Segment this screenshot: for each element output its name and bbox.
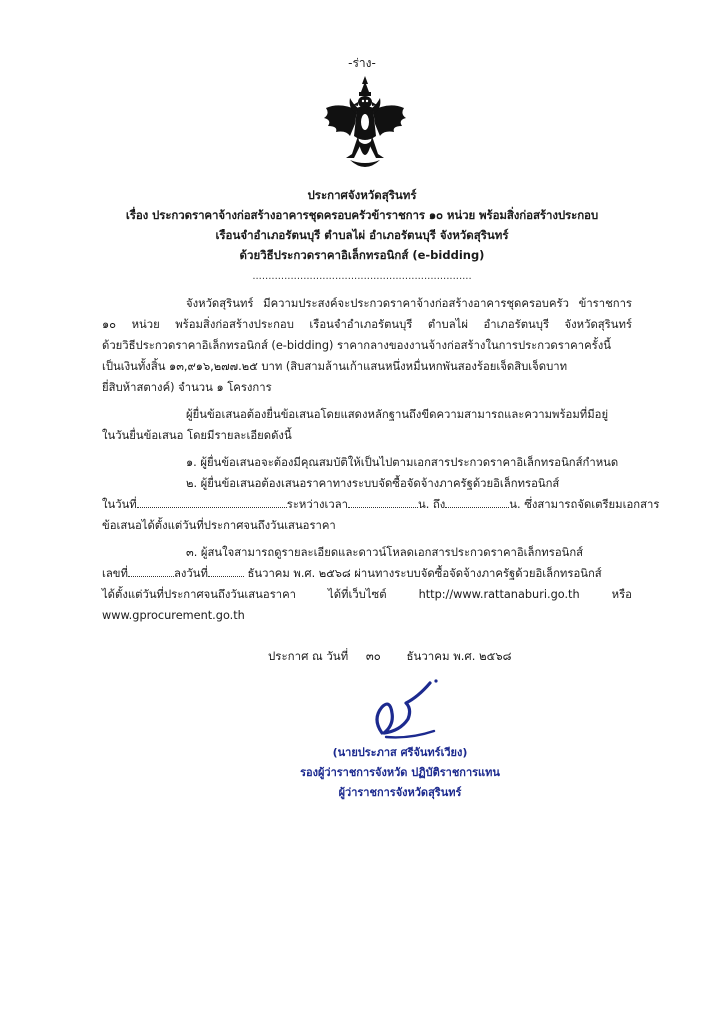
blank-time-end-field bbox=[445, 495, 509, 508]
text-segment: อำเภอรัตนบุรี bbox=[483, 318, 550, 331]
text-segment: เรือนจำอำเภอรัตนบุรี bbox=[309, 318, 413, 331]
garuda-emblem-icon bbox=[320, 74, 410, 174]
text-segment: ระหว่างเวลา bbox=[286, 498, 349, 511]
paragraph-1 bbox=[102, 293, 632, 398]
text-segment: ตำบลไผ่ bbox=[427, 318, 468, 331]
text-segment: ธันวาคม พ.ศ. ๒๕๖๘ ผ่านทางระบบจัดซื้อจัดจ้างภาครัฐด้วยอิเล็กทรอนิกส์ bbox=[247, 567, 602, 580]
blank-time-start-field bbox=[348, 495, 418, 508]
item3-line-2 bbox=[102, 563, 632, 584]
text-segment: ในวันที่ bbox=[102, 498, 137, 511]
text-segment: น. ถึง bbox=[418, 498, 446, 511]
text-segment: หน่วย bbox=[131, 318, 160, 331]
blank-number-field bbox=[128, 564, 174, 577]
heading-separator: ..................................................................... bbox=[252, 271, 472, 282]
text-segment: ได้ที่เว็บไซต์ bbox=[328, 588, 387, 601]
item-1: ๑. ผู้ยื่นข้อเสนอจะต้องมีคุณสมบัติให้เป็นไปตามเอกสารประกวดราคาอิเล็กทรอนิกส์กำหนด bbox=[186, 456, 619, 469]
website-link-gprocurement[interactable]: www.gprocurement.go.th bbox=[102, 609, 245, 622]
handwritten-signature bbox=[360, 673, 450, 743]
item2-line-1: ๒. ผู้ยื่นข้อเสนอต้องเสนอราคาทางระบบจัดซื้อจัดจ้างภาครัฐด้วยอิเล็กทรอนิกส์ bbox=[186, 477, 560, 490]
signatory-position-1: รองผู้ว่าราชการจังหวัด ปฏิบัติราชการแทน bbox=[300, 766, 500, 779]
text-segment: จังหวัดสุรินทร์ bbox=[186, 297, 254, 310]
para1-line-1 bbox=[102, 293, 632, 314]
heading-subject-line-1: เรื่อง ประกวดราคาจ้างก่อสร้างอาคารชุดครอบครัวข้าราชการ ๑๐ หน่วย พร้อมสิ่งก่อสร้างประกอบ bbox=[125, 208, 599, 222]
paragraph-2 bbox=[102, 404, 632, 446]
signatory-block bbox=[300, 743, 500, 803]
text-segment: น. ซึ่งสามารถจัดเตรียมเอกสาร bbox=[509, 498, 660, 511]
item2-line-3: ข้อเสนอได้ตั้งแต่วันที่ประกาศจนถึงวันเสนอราคา bbox=[102, 519, 336, 532]
para2-line-1: ผู้ยื่นข้อเสนอต้องยื่นข้อเสนอโดยแสดงหลักฐานถึงขีดความสามารถและความพร้อมที่มีอยู่ bbox=[186, 408, 609, 421]
para1-line-5: ยี่สิบห้าสตางค์) จำนวน ๑ โครงการ bbox=[102, 381, 272, 394]
item-2 bbox=[102, 473, 660, 536]
item2-line-2 bbox=[102, 494, 660, 515]
para1-line-4: เป็นเงินทั้งสิ้น ๑๓,๙๑๖,๒๗๗.๒๕ บาท (สิบสามล้านเก้าแสนหนึ่งหมื่นหกพันสองร้อยเจ็ดสิบเจ็ดบาท bbox=[102, 360, 568, 373]
signatory-position-2: ผู้ว่าราชการจังหวัดสุรินทร์ bbox=[338, 786, 462, 799]
heading-subject-line-2: เรือนจำอำเภอรัตนบุรี ตำบลไผ่ อำเภอรัตนบุรี จังหวัดสุรินทร์ bbox=[215, 228, 509, 242]
heading-subject-line-3: ด้วยวิธีประกวดราคาอิเล็กทรอนิกส์ (e-bidding) bbox=[239, 248, 485, 262]
item3-line-1: ๓. ผู้สนใจสามารถดูรายละเอียดและดาวน์โหลดเอกสารประกวดราคาอิเล็กทรอนิกส์ bbox=[186, 546, 584, 559]
website-link-rattanaburi[interactable]: http://www.rattanaburi.go.th bbox=[418, 588, 580, 601]
draft-mark: -ร่าง- bbox=[348, 56, 376, 70]
text-segment: เลขที่ bbox=[102, 567, 128, 580]
blank-date-field bbox=[137, 495, 287, 508]
announcement-heading bbox=[0, 185, 724, 265]
date-day: ๓๐ bbox=[365, 649, 381, 663]
blank-day-field bbox=[208, 564, 244, 577]
text-segment: หรือ bbox=[611, 588, 632, 601]
text-segment: ได้ตั้งแต่วันที่ประกาศจนถึงวันเสนอราคา bbox=[102, 588, 296, 601]
date-label: ประกาศ ณ วันที่ bbox=[268, 649, 349, 663]
document-body bbox=[102, 293, 660, 626]
signatory-name: (นายประภาส ศรีจันทร์เวียง) bbox=[332, 746, 468, 759]
heading-title: ประกาศจังหวัดสุรินทร์ bbox=[307, 188, 417, 202]
para2-line-2: ในวันยื่นข้อเสนอ โดยมีรายละเอียดดังนี้ bbox=[102, 429, 292, 442]
para1-line-2 bbox=[102, 314, 632, 335]
text-segment: ๑๐ bbox=[102, 318, 117, 331]
para1-line-3: ด้วยวิธีประกวดราคาอิเล็กทรอนิกส์ (e-bidding) ราคากลางของงานจ้างก่อสร้างในการประกวดราคาครั้งนี้ bbox=[102, 339, 611, 352]
text-segment: มีความประสงค์จะประกวดราคาจ้างก่อสร้างอาคารชุดครอบครัว bbox=[263, 297, 569, 310]
item3-line-3 bbox=[102, 584, 632, 605]
item-3 bbox=[102, 542, 632, 626]
announcement-date bbox=[268, 648, 512, 666]
text-segment: จังหวัดสุรินทร์ bbox=[564, 318, 632, 331]
text-segment: ลงวันที่ bbox=[173, 567, 208, 580]
date-month-year: ธันวาคม พ.ศ. ๒๕๖๘ bbox=[406, 649, 512, 663]
text-segment: พร้อมสิ่งก่อสร้างประกอบ bbox=[175, 318, 294, 331]
text-segment: ข้าราชการ bbox=[578, 297, 632, 310]
